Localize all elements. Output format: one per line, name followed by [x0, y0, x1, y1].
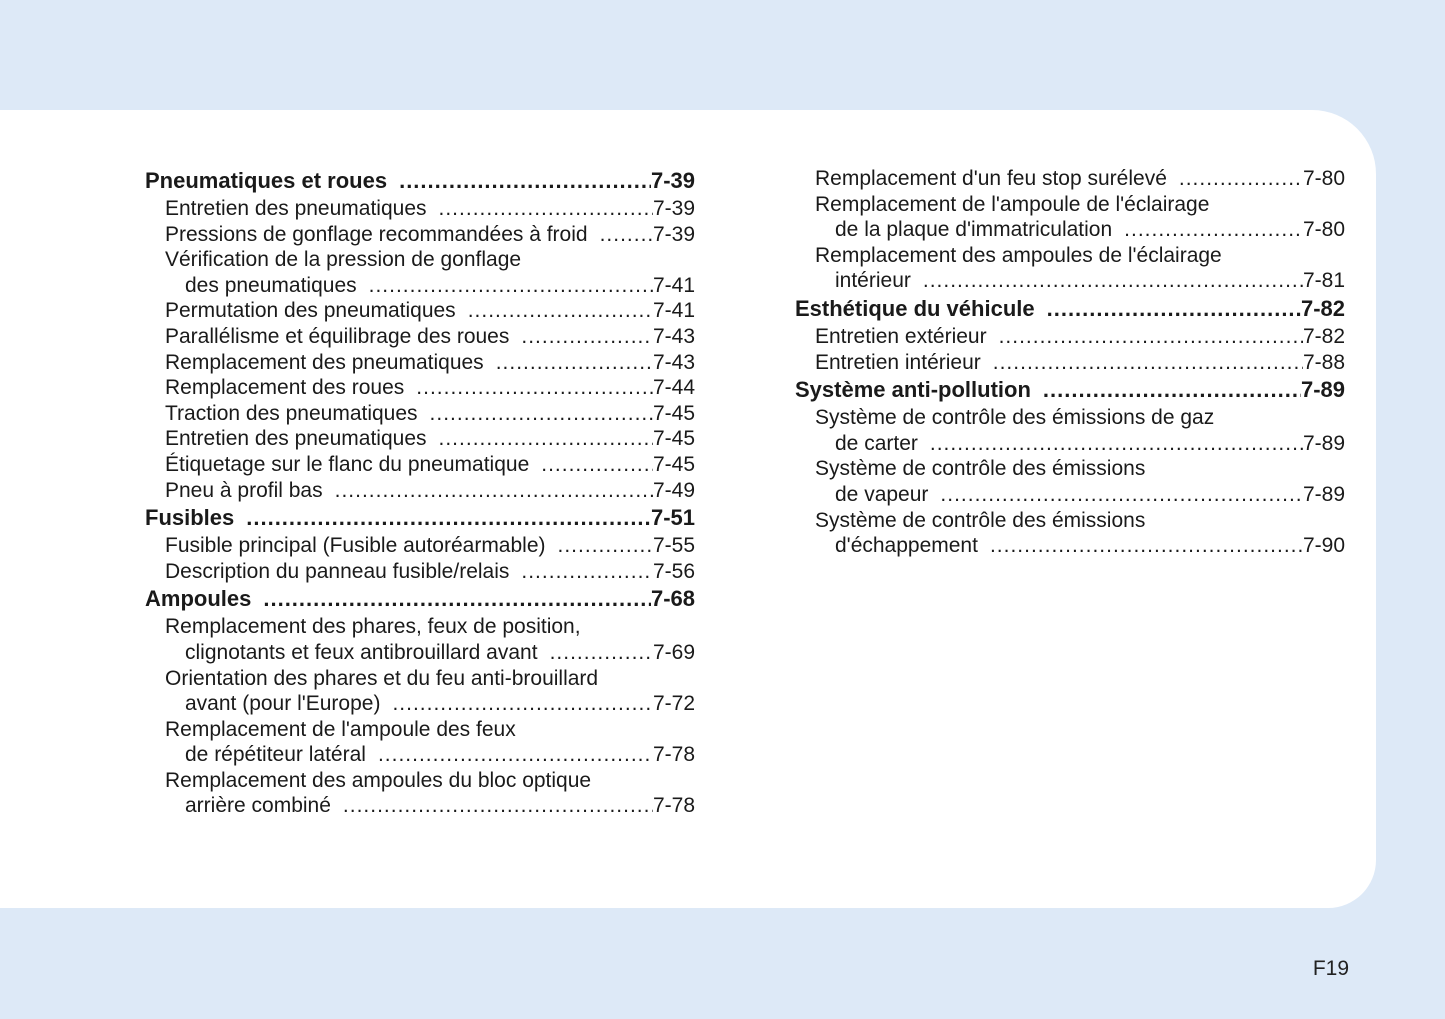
toc-page-number: 7-89: [1302, 482, 1345, 506]
toc-page-number: 7-45: [652, 427, 695, 451]
dot-leader: [541, 452, 653, 478]
dot-leader: [999, 324, 1303, 350]
dot-leader: [369, 273, 653, 299]
toc-entry-title: Pressions de gonflage recommandées à froid: [165, 222, 588, 246]
toc-entry[interactable]: [795, 192, 1345, 218]
toc-entry[interactable]: [145, 222, 695, 248]
toc-entry-title: de carter: [835, 431, 918, 455]
toc-entry-title: Permutation des pneumatiques: [165, 299, 456, 323]
toc-page-number: 7-49: [652, 478, 695, 502]
toc-entry-title: Traction des pneumatiques: [165, 401, 418, 425]
dot-leader: [993, 350, 1303, 376]
toc-entry[interactable]: [795, 268, 1345, 294]
toc-entry[interactable]: [145, 559, 695, 585]
toc-entry-title: Fusibles: [145, 505, 235, 531]
toc-entry[interactable]: [145, 614, 695, 640]
dot-leader: [1043, 375, 1301, 405]
toc-entry[interactable]: [795, 482, 1345, 508]
toc-entry[interactable]: [795, 431, 1345, 457]
toc-page-number: 7-43: [652, 324, 695, 348]
toc-entry[interactable]: [145, 247, 695, 273]
toc-page-number: 7-78: [652, 743, 695, 767]
toc-page-number: 7-51: [650, 505, 695, 531]
toc-entry[interactable]: [795, 456, 1345, 482]
toc-section-heading[interactable]: [145, 503, 695, 533]
dot-leader: [496, 350, 653, 376]
toc-entry-title: Pneu à profil bas: [165, 478, 323, 502]
toc-page-number: 7-55: [652, 534, 695, 558]
toc-page-number: 7-81: [1302, 269, 1345, 293]
dot-leader: [439, 426, 653, 452]
toc-entry-title: intérieur: [835, 269, 911, 293]
toc-entry[interactable]: [145, 640, 695, 666]
dot-leader: [343, 793, 653, 819]
toc-page-number: 7-88: [1302, 350, 1345, 374]
toc-entry-title: Remplacement de l'ampoule de l'éclairage: [815, 192, 1210, 216]
dot-leader: [1047, 294, 1301, 324]
toc-entry[interactable]: [145, 426, 695, 452]
toc-entry-title: avant (pour l'Europe): [185, 692, 381, 716]
toc-entry[interactable]: [795, 166, 1345, 192]
toc-entry-title: Système de contrôle des émissions de gaz: [815, 406, 1215, 430]
dot-leader: [1124, 217, 1303, 243]
toc-page-number: 7-39: [650, 168, 695, 193]
toc-entry-title: Pneumatiques et roues: [145, 168, 388, 193]
dot-leader: [521, 324, 653, 350]
toc-entry-title: de répétiteur latéral: [185, 743, 366, 767]
toc-entry-title: Remplacement des ampoules du bloc optique: [165, 768, 592, 792]
toc-entry[interactable]: [145, 793, 695, 819]
toc-entry[interactable]: [145, 273, 695, 299]
toc-page-number: 7-69: [652, 640, 695, 664]
dot-leader: [430, 401, 653, 427]
toc-entry[interactable]: [795, 324, 1345, 350]
toc-entry-title: Description du panneau fusible/relais: [165, 559, 510, 583]
toc-entry-title: Parallélisme et équilibrage des roues: [165, 324, 510, 348]
toc-entry[interactable]: [795, 243, 1345, 269]
toc-page-number: 7-41: [652, 299, 695, 323]
toc-page-number: 7-39: [652, 197, 695, 220]
toc-entry[interactable]: [145, 401, 695, 427]
toc-section-heading[interactable]: [795, 294, 1345, 324]
dot-leader: [246, 503, 651, 533]
dot-leader: [550, 640, 653, 666]
dot-leader: [990, 533, 1303, 559]
toc-right-column: [795, 166, 1345, 559]
toc-entry-title: Vérification de la pression de gonflage: [165, 248, 522, 272]
toc-entry-title: Remplacement des phares, feux de position,: [165, 615, 581, 639]
toc-page-number: 7-45: [652, 452, 695, 476]
toc-entry[interactable]: [145, 666, 695, 692]
toc-page-number: 7-80: [1302, 218, 1345, 242]
dot-leader: [923, 268, 1303, 294]
dot-leader: [335, 478, 653, 504]
toc-entry-title: Étiquetage sur le flanc du pneumatique: [165, 452, 530, 476]
toc-entry[interactable]: [795, 405, 1345, 431]
toc-entry-title: Remplacement de l'ampoule des feux: [165, 717, 516, 741]
toc-entry[interactable]: [795, 217, 1345, 243]
dot-leader: [378, 742, 653, 768]
toc-page-number: 7-80: [1302, 167, 1345, 190]
toc-entry[interactable]: [145, 452, 695, 478]
toc-entry-title: Ampoules: [145, 586, 252, 612]
toc-section-heading[interactable]: [145, 584, 695, 614]
toc-entry-title: Entretien des pneumatiques: [165, 427, 427, 451]
toc-entry[interactable]: [145, 298, 695, 324]
toc-entry[interactable]: [145, 717, 695, 743]
dot-leader: [468, 298, 653, 324]
toc-entry[interactable]: [145, 533, 695, 559]
toc-entry[interactable]: [145, 742, 695, 768]
toc-page-number: 7-82: [1302, 324, 1345, 348]
toc-page-number: 7-41: [652, 273, 695, 297]
toc-page-number: 7-39: [652, 222, 695, 246]
toc-page-number: 7-89: [1300, 377, 1345, 403]
dot-leader: [521, 559, 653, 585]
toc-entry-title: Remplacement des ampoules de l'éclairage: [815, 243, 1222, 267]
toc-page-number: 7-43: [652, 350, 695, 374]
toc-page-number: 7-56: [652, 559, 695, 583]
toc-entry[interactable]: [145, 768, 695, 794]
toc-entry[interactable]: [795, 508, 1345, 534]
toc-entry-title: Remplacement des roues: [165, 376, 405, 400]
toc-entry[interactable]: [145, 350, 695, 376]
toc-page-number: 7-78: [652, 794, 695, 818]
toc-entry[interactable]: [145, 324, 695, 350]
toc-entry-title: Remplacement d'un feu stop surélevé: [815, 167, 1167, 190]
dot-leader: [600, 222, 653, 248]
toc-entry[interactable]: [145, 196, 695, 222]
toc-entry-title: Système anti-pollution: [795, 377, 1031, 403]
toc-entry[interactable]: [795, 350, 1345, 376]
toc-entry-title: Entretien des pneumatiques: [165, 197, 427, 220]
toc-page-number: 7-82: [1300, 295, 1345, 321]
dot-leader: [1179, 166, 1303, 192]
toc-page-number: 7-68: [650, 586, 695, 612]
toc-page-number: 7-89: [1302, 431, 1345, 455]
toc-entry-title: Entretien extérieur: [815, 324, 987, 348]
toc-entry-title: de vapeur: [835, 482, 929, 506]
dot-leader: [392, 691, 653, 717]
toc-entry-title: des pneumatiques: [185, 273, 357, 297]
toc-entry[interactable]: [145, 478, 695, 504]
toc-entry-title: Entretien intérieur: [815, 350, 981, 374]
dot-leader: [930, 431, 1303, 457]
toc-entry-title: Esthétique du véhicule: [795, 295, 1035, 321]
dot-leader: [416, 375, 653, 401]
dot-leader: [263, 584, 651, 614]
dot-leader: [558, 533, 653, 559]
toc-entry-title: de la plaque d'immatriculation: [835, 218, 1113, 242]
toc-entry-title: Orientation des phares et du feu anti-brouillard: [165, 666, 599, 690]
toc-page-number: 7-45: [652, 401, 695, 425]
page-number: F19: [1312, 957, 1349, 980]
toc-entry[interactable]: [145, 691, 695, 717]
toc-section-heading[interactable]: [145, 166, 695, 196]
toc-entry-title: Système de contrôle des émissions: [815, 508, 1146, 532]
dot-leader: [439, 196, 653, 222]
toc-section-heading[interactable]: [795, 375, 1345, 405]
toc-entry[interactable]: [145, 375, 695, 401]
toc-entry-title: Remplacement des pneumatiques: [165, 350, 484, 374]
toc-page-number: 7-72: [652, 692, 695, 716]
toc-entry-title: clignotants et feux antibrouillard avant: [185, 640, 538, 664]
toc-entry[interactable]: [795, 533, 1345, 559]
toc-left-column: [145, 166, 695, 819]
toc-page-number: 7-44: [652, 376, 695, 400]
dot-leader: [399, 166, 651, 196]
toc-entry-title: d'échappement: [835, 534, 978, 558]
toc-page-number: 7-90: [1302, 534, 1345, 558]
toc-entry-title: Fusible principal (Fusible autoréarmable): [165, 534, 546, 558]
toc-entry-title: arrière combiné: [185, 794, 331, 818]
toc-entry-title: Système de contrôle des émissions: [815, 457, 1146, 481]
dot-leader: [940, 482, 1303, 508]
